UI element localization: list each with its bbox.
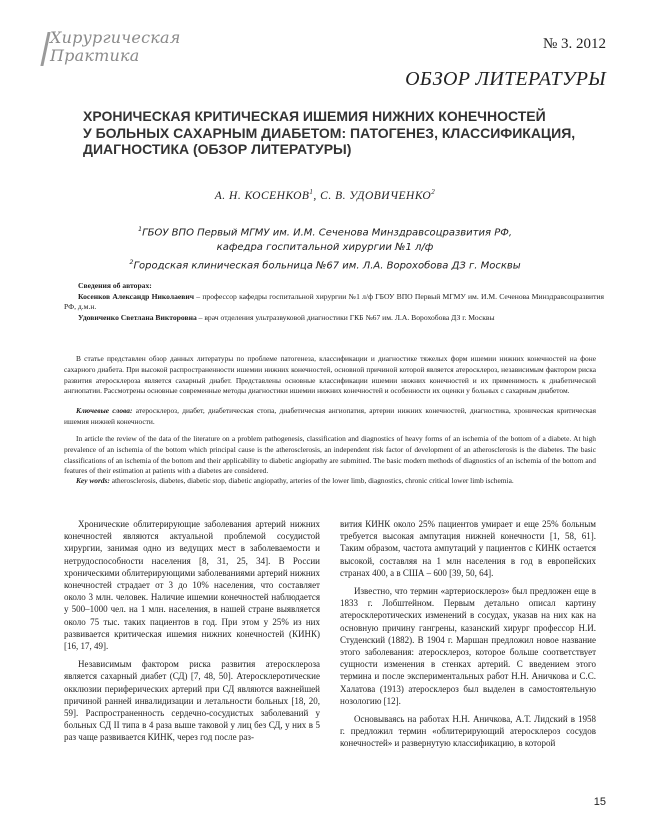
author-info-name: Удовиченко Светлана Викторовна xyxy=(78,312,197,322)
keywords-russian xyxy=(64,406,596,428)
body-paragraph: вития КИНК около 25% пациентов умирает и еще 25% больным требуется высокая ампутация нижней конечности [1, 58, 61]. Таким образом, частота ампутаций у пациентов с КИНК остается высокой, составляя на 1 млн населения в год в европейских странах 400, а в США – 600 [39, 50, 64]. xyxy=(340,519,596,578)
page-number: 15 xyxy=(593,796,606,808)
affiliation-2-text: Городская клиническая больница №67 им. Л.А. Ворохобова ДЗ г. Москвы xyxy=(133,260,521,272)
author-info-entry xyxy=(64,313,604,324)
affiliation-2-mark: 2 xyxy=(129,258,134,267)
author-info xyxy=(64,281,604,323)
body-column-right xyxy=(340,518,596,756)
affiliation-1-cont: кафедра госпитальной хирургии №1 л/ф xyxy=(216,242,434,254)
body-paragraph: Хронические облитерирующие заболевания артерий нижних конечностей являются актуальной проблемой сосудистой хирургии, занимая одно из ведущих мест в заболеваемости и нетрудоспособности населения [8, 31, 25, 34]. В России хроническими облитерирующими заболеваниями артерий нижних конечностей страдает от 3 до 10% населения, что составляет около 3 млн. человек. Наличие ишемии конечностей наблюдается у 500–1000 чел. на 1 млн. населения, в нашей стране выявляется около 75 тыс. таких пациентов в год. При этом у 25% из них развивается критическая ишемия нижних конечностей (КИНК) [16, 17, 49]. xyxy=(64,519,320,652)
abstract-russian-text: В статье представлен обзор данных литературы по проблеме патогенеза, классификации и диагностике тяжелых форм ишемии нижних конечностей на фоне сахарного диабета. При высокой распространенности ишемии нижних конечностей, основной причиной которой является атеросклероз, независимым фактором риска развития атеросклероза является сахарный диабет. Представлены основные классификации ишемии нижних конечностей и их применимость к диабетической ангиопатии. Рассмотрены основные современные методы диагностики ишемии нижних конечностей и особенности их оценки у больных с сахарным диабетом. xyxy=(64,354,596,396)
affiliation-1-text: ГБОУ ВПО Первый МГМУ им. И.М. Сеченова Минздравсоцразвития РФ, xyxy=(142,227,513,239)
affiliation-1 xyxy=(0,222,650,240)
logo-text-line2: Практика xyxy=(50,46,140,65)
affiliation-1-mark: 1 xyxy=(137,225,143,233)
title-line: У БОЛЬНЫХ САХАРНЫМ ДИАБЕТОМ: ПАТОГЕНЕЗ, КЛАССИФИКАЦИЯ, xyxy=(83,124,576,141)
body-paragraph: Известно, что термин «артериосклероз» был предложен еще в 1833 г. Лобштейном. Первым детально описал картину атеросклеротических изменений в сосудах, указав на них как на основную причину гангрены, казанский хирург профессор Н.И. Студенский (1882). В 1904 г. Маршан предложил новое название этого заболевания: атеросклероз, которое больше соответствует сущности изменения в стенках артерий. С введением этого термина и после экспериментальных работ Н.Н. Аничкова и С.С. Халатова (1913) атеросклероз был выделен в самостоятельную нозологию [12]. xyxy=(340,586,596,706)
abstract-english xyxy=(64,434,596,477)
authors-line xyxy=(0,188,650,202)
keywords-russian-text: атеросклероз, диабет, диабетическая стопа, диабетическая ангиопатия, артерии нижних конечностей, диагностика, хроническая критическая ишемия нижней конечности. xyxy=(64,406,596,426)
affiliations xyxy=(0,222,650,274)
title-line: ХРОНИЧЕСКАЯ КРИТИЧЕСКАЯ ИШЕМИЯ НИЖНИХ КОНЕЧНОСТЕЙ xyxy=(83,108,546,124)
body-column-left xyxy=(64,518,320,750)
abstract-russian xyxy=(64,354,596,397)
author-separator: , xyxy=(313,189,321,202)
abstract-english-text: In article the review of the data of the literature on a problem pathogenesis, classification and diagnostics of heavy forms of an ischemia of the bottom of a diabete. At high prevalence of an ischemia of the bottom which principal cause is the atherosclerosis, an independent risk factor of development of an atherosclerosis is the diabetes. The basic classifications of an ischemia of the bottom and their applicability to diabetic angiopathy are submitted. The basic modern methods of diagnostics of an ischemia of the bottom and features of their estimation at patients with a diabetes are considered. xyxy=(64,434,596,476)
author-info-text: – врач отделения ультразвуковой диагностики ГКБ №67 им. Л.А. Ворохобова ДЗ г. Москвы xyxy=(196,312,495,322)
author-2: С. В. УДОВИЧЕНКО xyxy=(320,189,432,202)
keywords-russian-label: Ключевые слова: xyxy=(76,406,133,415)
author-2-affil: 2 xyxy=(431,188,436,196)
keywords-english-label: Key words: xyxy=(76,476,110,485)
affiliation-2 xyxy=(0,255,650,273)
author-info-heading: Сведения об авторах: xyxy=(78,281,152,290)
section-title: ОБЗОР ЛИТЕРАТУРЫ xyxy=(405,68,606,90)
author-1: А. Н. КОСЕНКОВ xyxy=(214,189,310,202)
journal-logo xyxy=(40,26,190,68)
body-paragraph: Независимым фактором риска развития атеросклероза является сахарный диабет (СД) [7, 48, 50]. Атеросклеротические окклюзии периферических артерий при СД являются важнейшей причиной ранней инвалидизации и летальности больных [18, 20, 59]. Распространенность сердечно-сосудистых заболеваний у больных СД II типа в 4 раза выше таковой у лиц без СД, у них в 5 раз чаще развивается КИНК, через год после раз- xyxy=(64,659,320,743)
author-info-entry xyxy=(64,292,604,313)
logo-text-line1: Хирургическая xyxy=(50,28,181,47)
issue-number: № 3. 2012 xyxy=(542,36,606,52)
keywords-english-text: atherosclerosis, diabetes, diabetic stop, diabetic angiopathy, arteries of the lower limb, diagnostics, chronic critical lower limb ischemia. xyxy=(109,476,514,485)
article-title xyxy=(83,108,593,158)
author-info-name: Косенков Александр Николаевич xyxy=(78,291,195,301)
author-info-text: – профессор кафедры госпитальной хирургии №1 л/ф ГБОУ ВПО Первый МГМУ им. И.М. Сеченова Минздравсоцразвития РФ, д.м.н. xyxy=(64,291,605,312)
author-1-affil: 1 xyxy=(309,188,314,196)
title-line: ДИАГНОСТИКА (ОБЗОР ЛИТЕРАТУРЫ) xyxy=(83,141,352,157)
body-paragraph: Основываясь на работах Н.Н. Аничкова, А.Т. Лидский в 1958 г. предложил термин «облитерирующий атеросклероз сосудов конечностей» и развернутую классификацию, в которой xyxy=(340,714,596,749)
keywords-english xyxy=(64,476,596,487)
